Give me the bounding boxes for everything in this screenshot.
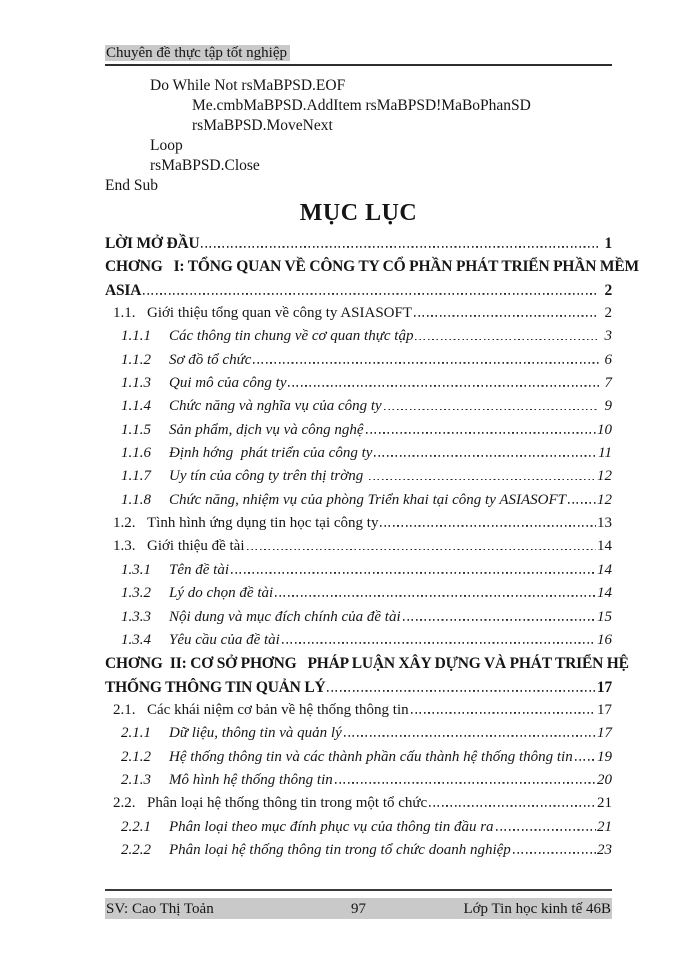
toc-dot-leader bbox=[568, 499, 596, 504]
toc-row bbox=[105, 629, 612, 652]
toc-label: Chức năng, nhiệm vụ của phòng Triển khai tại công ty ASIASOFT bbox=[169, 491, 567, 508]
toc-row bbox=[105, 349, 612, 372]
footer-student-name: SV: Cao Thị Toản bbox=[106, 900, 214, 917]
toc-dot-leader bbox=[380, 522, 596, 527]
code-line: Me.cmbMaBPSD.AddItem rsMaBPSD!MaBoPhanSD bbox=[192, 97, 531, 114]
toc-num: 1.3.1 bbox=[121, 561, 151, 578]
toc-page-number: 20 bbox=[597, 771, 612, 788]
footer-rule bbox=[105, 889, 612, 891]
toc-dot-leader bbox=[414, 312, 599, 317]
toc-label: Mô hình hệ thống thông tin bbox=[169, 771, 333, 788]
toc-dot-leader bbox=[231, 569, 596, 574]
toc-row bbox=[105, 676, 612, 699]
toc-num: 1.1.8 bbox=[121, 491, 151, 508]
toc-dot-leader bbox=[575, 756, 596, 761]
toc-num: 1.2. bbox=[113, 515, 136, 532]
toc-page-number: 13 bbox=[597, 515, 612, 532]
toc-label: Yêu cầu của đề tài bbox=[169, 631, 280, 648]
toc-num: 1.3. bbox=[113, 538, 136, 555]
toc-row bbox=[105, 535, 612, 558]
toc-page-number: 2 bbox=[604, 281, 612, 299]
toc-dot-leader bbox=[366, 429, 596, 434]
toc-page-number: 23 bbox=[597, 841, 612, 858]
toc-row bbox=[105, 606, 612, 629]
toc-dot-leader bbox=[143, 290, 599, 295]
toc-label: Các khái niệm cơ bản về hệ thống thông tin bbox=[147, 701, 409, 718]
toc-num: 1.3.4 bbox=[121, 631, 151, 648]
toc-label: Phân loại hệ thống thông tin trong một tổ chức bbox=[147, 795, 428, 812]
code-line: rsMaBPSD.Close bbox=[150, 157, 260, 174]
toc-dot-leader bbox=[429, 802, 596, 807]
toc-num: 1.1.2 bbox=[121, 351, 151, 368]
toc-num: 1.1.3 bbox=[121, 375, 151, 392]
toc-dot-leader bbox=[288, 382, 599, 387]
toc-dot-leader bbox=[201, 243, 599, 248]
toc-label: Phân loại hệ thống thông tin trong tổ chức doanh nghiệp bbox=[169, 841, 511, 858]
toc-page-number: 14 bbox=[597, 585, 612, 602]
toc-page-number: 6 bbox=[604, 351, 612, 368]
toc-page-number: 14 bbox=[597, 561, 612, 578]
toc-num: 1.3.3 bbox=[121, 608, 151, 625]
toc-label: Giới thiệu đề tài bbox=[147, 538, 245, 555]
toc-page-number: 12 bbox=[597, 491, 612, 508]
toc-dot-leader bbox=[513, 849, 596, 854]
toc-title: MỤC LỤC bbox=[299, 200, 418, 226]
code-block bbox=[105, 76, 612, 196]
toc-row bbox=[105, 512, 612, 535]
toc-label: Sản phẩm, dịch vụ và công nghệ bbox=[169, 421, 364, 438]
toc-label: Nội dung và mục đích chính của đề tài bbox=[169, 608, 401, 625]
toc-label: Dữ liệu, thông tin và quản lý bbox=[169, 725, 342, 742]
toc-row bbox=[105, 419, 612, 442]
toc-page-number: 17 bbox=[597, 701, 612, 718]
toc-page-number: 9 bbox=[604, 398, 612, 415]
toc-list bbox=[105, 232, 639, 862]
toc-row bbox=[105, 816, 612, 839]
toc-label: Lý do chọn đề tài bbox=[169, 585, 274, 602]
toc-num: 2.2.1 bbox=[121, 818, 151, 835]
toc-num: 2.2.2 bbox=[121, 841, 151, 858]
toc-page-number: 1 bbox=[604, 235, 612, 252]
toc-page-number: 7 bbox=[604, 375, 612, 392]
page-header bbox=[105, 44, 612, 66]
toc-label: CHƠNG II: CƠ SỞ PHƠNG PHÁP LUẬN XÂY DỰNG VÀ PHÁT TRIỂN HỆ bbox=[105, 655, 629, 673]
toc-page-number: 10 bbox=[597, 421, 612, 438]
toc-row bbox=[105, 232, 612, 255]
toc-label: Phân loại theo mục đính phục vụ của thông tin đầu ra bbox=[169, 818, 494, 835]
toc-label: Giới thiệu tổng quan về công ty ASIASOFT bbox=[147, 305, 413, 322]
toc-dot-leader bbox=[369, 475, 596, 480]
code-line: Loop bbox=[150, 137, 183, 154]
toc-num: 2.2. bbox=[113, 795, 136, 812]
toc-row bbox=[105, 395, 612, 418]
toc-num: 1.1.4 bbox=[121, 398, 151, 415]
toc-row bbox=[105, 652, 629, 675]
page-footer bbox=[105, 898, 612, 919]
toc-row bbox=[105, 559, 612, 582]
toc-row bbox=[105, 372, 612, 395]
toc-page-number: 2 bbox=[604, 305, 612, 322]
toc-dot-leader bbox=[496, 826, 596, 831]
toc-dot-leader bbox=[335, 779, 596, 784]
toc-label: LỜI MỞ ĐẦU bbox=[105, 235, 200, 252]
toc-label: ASIA bbox=[105, 281, 142, 299]
toc-page-number: 19 bbox=[597, 748, 612, 765]
toc-num: 1.1. bbox=[113, 305, 136, 322]
toc-row bbox=[105, 769, 612, 792]
toc-num: 1.1.5 bbox=[121, 421, 151, 438]
toc-row bbox=[105, 442, 612, 465]
footer-class-name: Lớp Tin học kinh tế 46B bbox=[463, 900, 611, 917]
toc-label: Qui mô của công ty bbox=[169, 375, 287, 392]
toc-row bbox=[105, 465, 612, 488]
toc-row bbox=[105, 699, 612, 722]
code-line: Do While Not rsMaBPSD.EOF bbox=[150, 77, 346, 94]
toc-num: 2.1. bbox=[113, 701, 136, 718]
toc-row bbox=[105, 279, 612, 302]
toc-dot-leader bbox=[275, 592, 596, 597]
code-line: End Sub bbox=[105, 177, 158, 194]
toc-num: 1.3.2 bbox=[121, 585, 151, 602]
toc-dot-leader bbox=[403, 616, 596, 621]
toc-label: Tình hình ứng dụng tin học tại công ty bbox=[147, 515, 379, 532]
toc-page-number: 21 bbox=[597, 818, 612, 835]
toc-dot-leader bbox=[282, 639, 596, 644]
toc-row bbox=[105, 839, 612, 862]
toc-dot-leader bbox=[374, 452, 597, 457]
toc-dot-leader bbox=[327, 687, 595, 692]
toc-row bbox=[105, 792, 612, 815]
toc-label: Hệ thống thông tin và các thành phần cấu thành hệ thống thông tin bbox=[169, 748, 573, 765]
toc-page-number: 17 bbox=[596, 678, 612, 696]
toc-dot-leader bbox=[411, 709, 596, 714]
toc-row bbox=[105, 302, 612, 325]
toc-label: Chức năng và nghĩa vụ của công ty bbox=[169, 398, 382, 415]
toc-row bbox=[105, 722, 612, 745]
header-title: Chuyên đề thực tập tốt nghiệp bbox=[105, 45, 290, 61]
toc-num: 1.1.1 bbox=[121, 328, 151, 345]
toc-label: Định hớng phát triển của công ty bbox=[169, 445, 373, 462]
toc-label: Sơ đồ tổ chức bbox=[169, 351, 252, 368]
code-line: rsMaBPSD.MoveNext bbox=[192, 117, 333, 134]
toc-row bbox=[105, 746, 612, 769]
toc-num: 2.1.2 bbox=[121, 748, 151, 765]
toc-page-number: 11 bbox=[598, 445, 612, 462]
toc-page-number: 12 bbox=[597, 468, 612, 485]
toc-page-number: 15 bbox=[597, 608, 612, 625]
toc-row bbox=[105, 255, 639, 278]
toc-label: Tên đề tài bbox=[169, 561, 229, 578]
footer-page-number: 97 bbox=[351, 900, 366, 917]
toc-row bbox=[105, 582, 612, 605]
toc-label: THỐNG THÔNG TIN QUẢN LÝ bbox=[105, 678, 326, 696]
toc-dot-leader bbox=[253, 359, 599, 364]
toc-row bbox=[105, 325, 612, 348]
toc-dot-leader bbox=[384, 405, 599, 410]
toc-num: 1.1.6 bbox=[121, 445, 151, 462]
toc-page-number: 3 bbox=[604, 328, 612, 345]
toc-num: 2.1.3 bbox=[121, 771, 151, 788]
toc-page-number: 17 bbox=[597, 725, 612, 742]
toc-num: 1.1.7 bbox=[121, 468, 151, 485]
toc-label: Uy tín của công ty trên thị trờng bbox=[169, 468, 367, 485]
toc-page-number: 14 bbox=[597, 538, 612, 555]
toc-page-number: 21 bbox=[597, 795, 612, 812]
toc-dot-leader bbox=[415, 335, 599, 340]
toc-label: Các thông tin chung về cơ quan thực tập bbox=[169, 328, 414, 345]
toc-page-number: 16 bbox=[597, 631, 612, 648]
toc-row bbox=[105, 489, 612, 512]
toc-label: CHƠNG I: TỔNG QUAN VỀ CÔNG TY CỔ PHẦN PHÁT TRIỂN PHẦN MỀM bbox=[105, 258, 639, 276]
toc-num: 2.1.1 bbox=[121, 725, 151, 742]
toc-dot-leader bbox=[344, 732, 596, 737]
toc-dot-leader bbox=[247, 545, 597, 550]
